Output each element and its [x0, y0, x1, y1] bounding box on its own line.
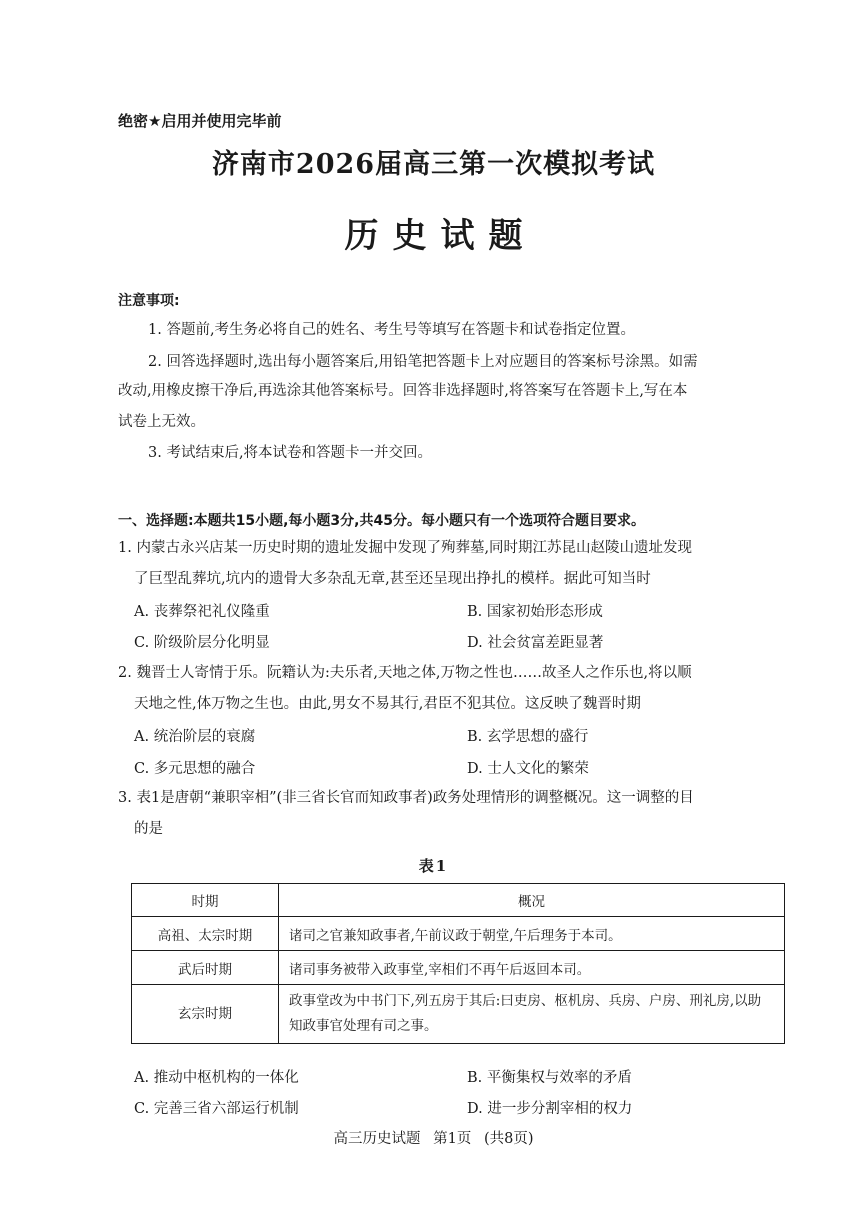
question-2-option-a: A. 统治阶层的衰腐 [134, 729, 256, 745]
footer-page-total: (共8页) [483, 1131, 534, 1147]
table-cell-summary: 诸司事务被带入政事堂,宰相们不再午后返回本司。 [279, 951, 785, 985]
question-3-option-b: B. 平衡集权与效率的矛盾 [467, 1070, 632, 1086]
question-1-stem: 1. 内蒙古永兴店某一历史时期的遗址发掘中发现了殉葬墓,同时期江苏昆山赵陵山遗址发现 [118, 540, 693, 556]
notice-line: 2. 回答选择题时,选出每小题答案后,用铅笔把答题卡上对应题目的答案标号涂黑。如需 [148, 354, 698, 370]
table-header-cell: 概况 [279, 884, 785, 917]
question-3-option-c: C. 完善三省六部运行机制 [134, 1101, 299, 1117]
table-header-cell: 时期 [132, 884, 279, 917]
question-2-stem: 天地之性,体万物之生也。由此,男女不易其行,君臣不犯其位。这反映了魏晋时期 [134, 696, 641, 712]
table-1 [131, 883, 785, 1044]
table-cell-period: 玄宗时期 [132, 985, 279, 1044]
question-3-stem: 的是 [134, 821, 163, 837]
question-1-option-a: A. 丧葬祭祀礼仪隆重 [134, 604, 270, 620]
table-header-row [132, 884, 785, 917]
notice-line: 改动,用橡皮擦干净后,再选涂其他答案标号。回答非选择题时,将答案写在答题卡上,写在本 [118, 383, 688, 399]
question-2-option-b: B. 玄学思想的盛行 [467, 729, 589, 745]
table-row [132, 951, 785, 985]
question-1-option-b: B. 国家初始形态形成 [467, 604, 603, 620]
table-cell-summary: 政事堂改为中书门下,列五房于其后:曰吏房、枢机房、兵房、户房、刑礼房,以助知政事官处理有司之事。 [279, 985, 785, 1044]
notice-line: 1. 答题前,考生务必将自己的姓名、考生号等填写在答题卡和试卷指定位置。 [148, 322, 636, 338]
exam-title: 济南市2026届高三第一次模拟考试 [211, 149, 656, 180]
page-footer [0, 1127, 867, 1148]
secret-mark: 绝密★启用并使用完毕前 [118, 112, 282, 130]
table-cell-summary: 诸司之官兼知政事者,午前议政于朝堂,午后理务于本司。 [279, 917, 785, 951]
section-heading: 一、选择题:本题共15小题,每小题3分,共45分。每小题只有一个选项符合题目要求。 [118, 513, 645, 529]
footer-subject: 高三历史试题 [333, 1131, 421, 1147]
table-cell-period: 高祖、太宗时期 [132, 917, 279, 951]
question-2-option-d: D. 士人文化的繁荣 [467, 761, 589, 777]
question-3-option-d: D. 进一步分割宰相的权力 [467, 1101, 633, 1117]
subject-title: 历史试题 [344, 216, 537, 256]
question-1-option-d: D. 社会贫富差距显著 [467, 635, 604, 651]
question-3-stem: 3. 表1是唐朝“兼职宰相”(非三省长官而知政事者)政务处理情形的调整概况。这一调整的目 [118, 790, 694, 806]
notice-line: 试卷上无效。 [118, 414, 205, 430]
notice-line: 3. 考试结束后,将本试卷和答题卡一并交回。 [148, 445, 433, 461]
question-2-stem: 2. 魏晋士人寄情于乐。阮籍认为:夫乐者,天地之体,万物之性也……故圣人之作乐也,将以顺 [118, 665, 692, 681]
table-cell-period: 武后时期 [132, 951, 279, 985]
footer-page-number: 第1页 [433, 1131, 472, 1147]
table-row [132, 917, 785, 951]
question-3-option-a: A. 推动中枢机构的一体化 [134, 1070, 299, 1086]
table-row [132, 985, 785, 1044]
question-2-option-c: C. 多元思想的融合 [134, 761, 256, 777]
notice-heading: 注意事项: [118, 293, 180, 309]
question-1-option-c: C. 阶级阶层分化明显 [134, 635, 270, 651]
question-1-stem: 了巨型乱葬坑,坑内的遗骨大多杂乱无章,甚至还呈现出挣扎的模样。据此可知当时 [134, 571, 651, 587]
table-caption: 表1 [418, 857, 449, 875]
